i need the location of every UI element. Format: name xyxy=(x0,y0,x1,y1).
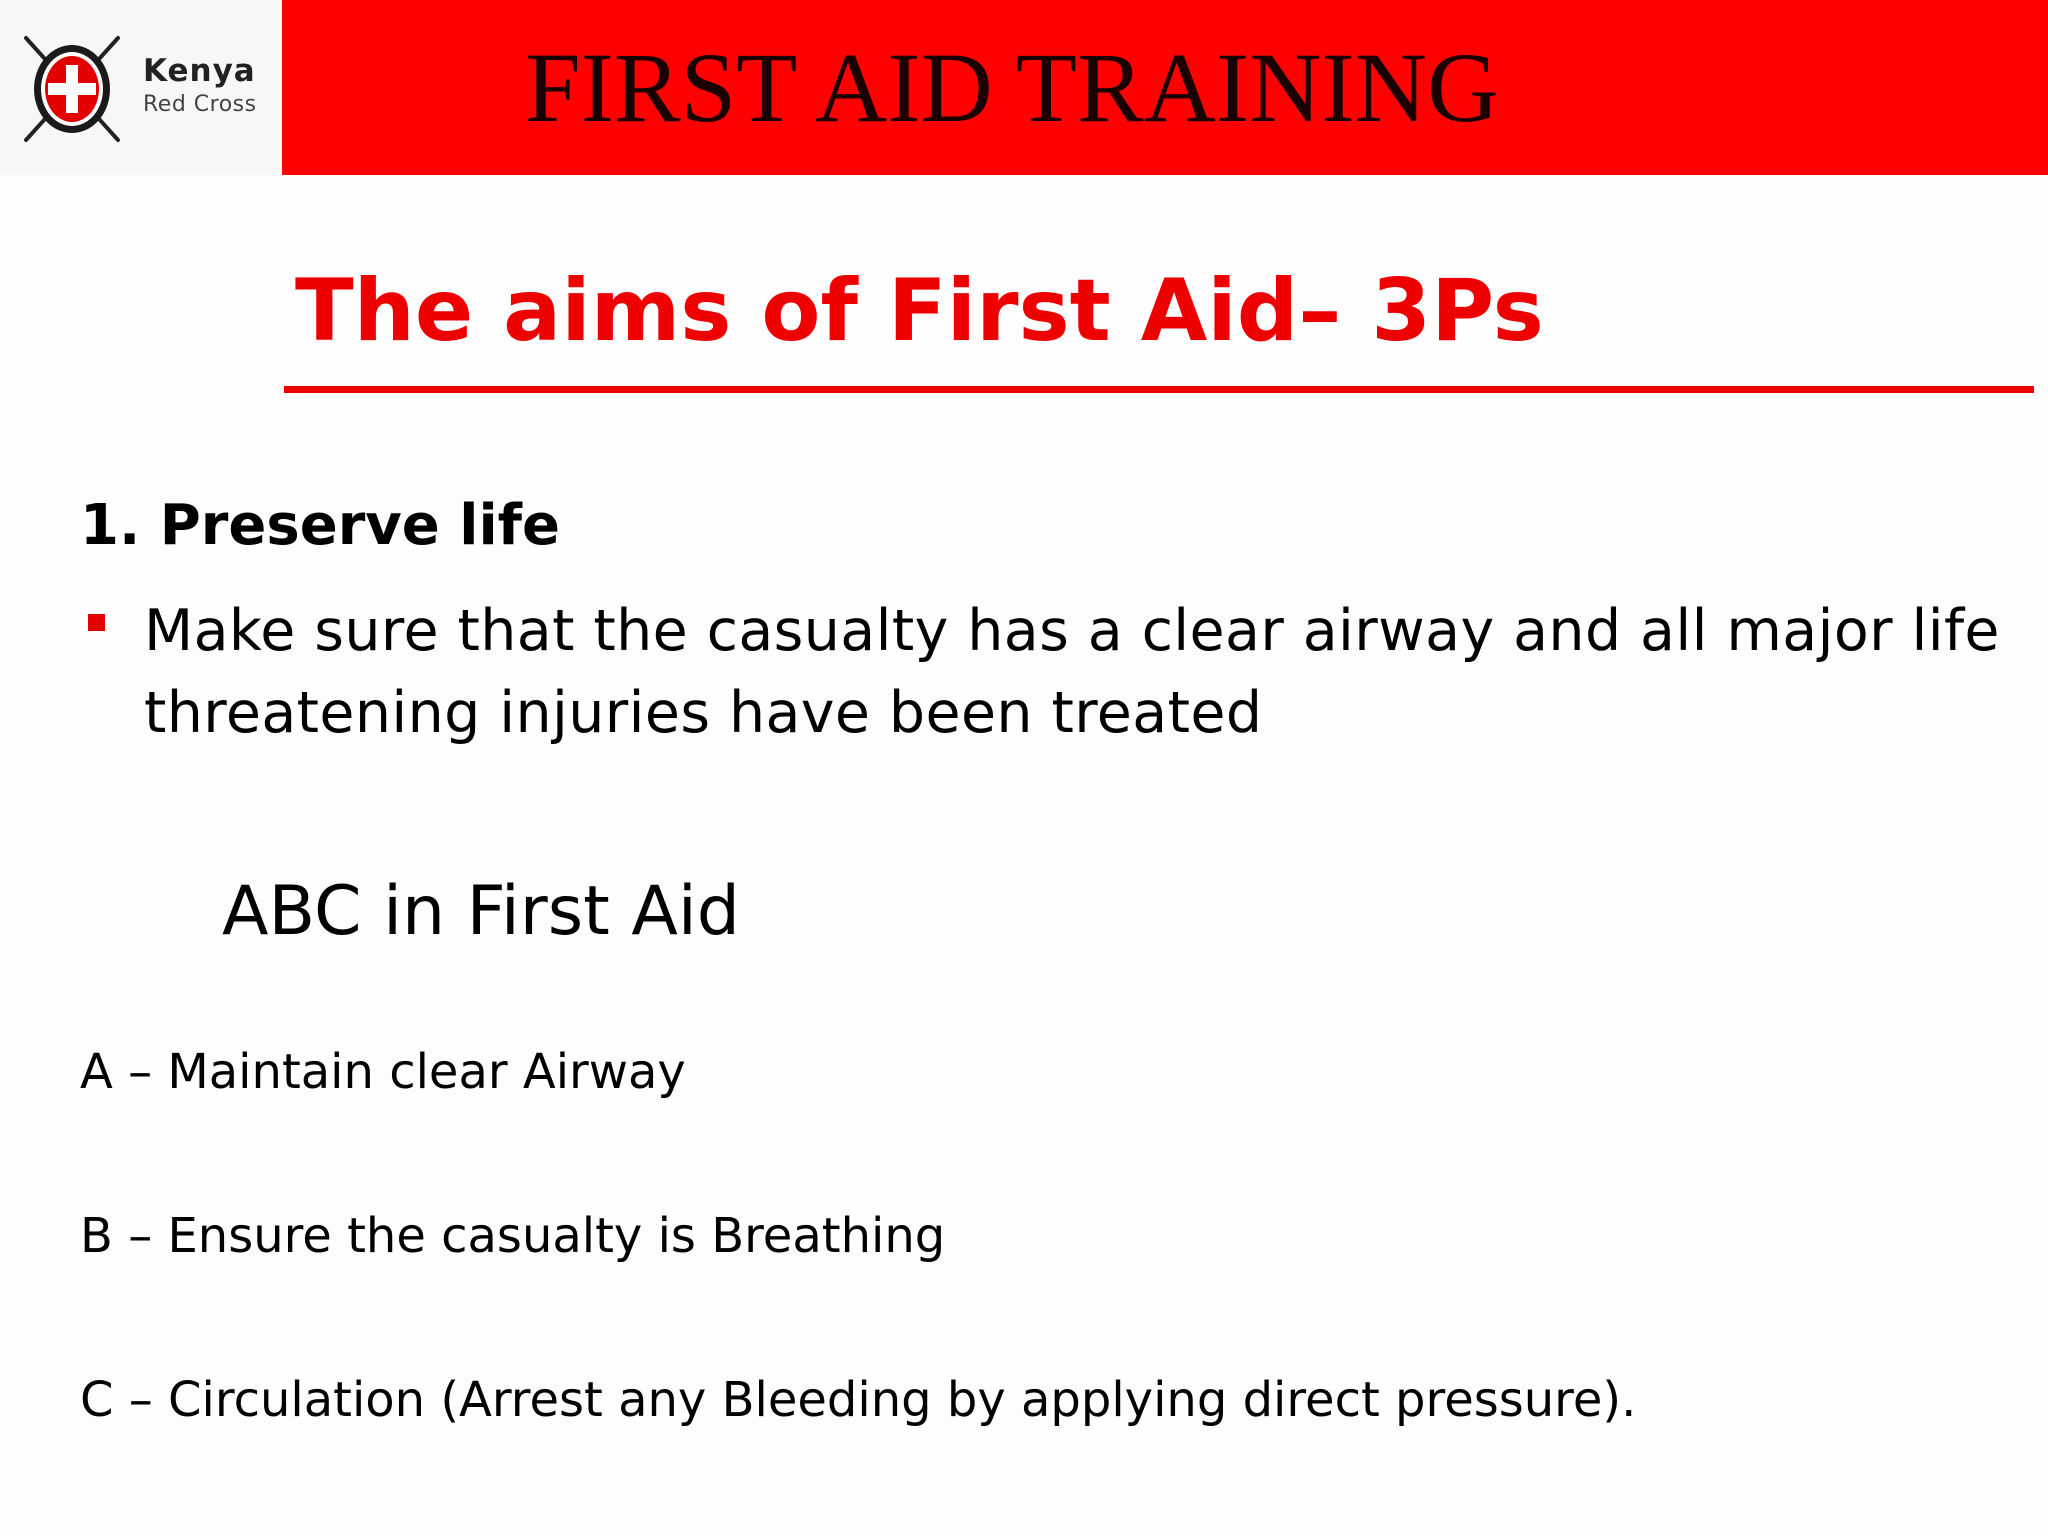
section-title: 1. Preserve life xyxy=(80,493,561,558)
abc-item-b: B – Ensure the casualty is Breathing xyxy=(80,1208,946,1264)
logo-line-2: Red Cross xyxy=(143,92,257,117)
logo-line-1: Kenya xyxy=(143,53,256,89)
abc-item-a: A – Maintain clear Airway xyxy=(80,1044,686,1100)
bullet-square-icon xyxy=(88,614,105,631)
logo-text xyxy=(143,53,257,117)
slide-heading: The aims of First Aid– 3Ps xyxy=(295,261,1544,361)
red-cross-shield-icon xyxy=(20,32,124,146)
bullet-text: Make sure that the casualty has a clear airway and all major life threatening injuries have been treated xyxy=(144,598,2000,746)
abc-item-c: C – Circulation (Arrest any Bleeding by applying direct pressure). xyxy=(80,1372,1637,1428)
logo xyxy=(0,0,282,175)
heading-underline xyxy=(284,386,2034,393)
title-bar xyxy=(282,0,2048,175)
slide-banner-title: FIRST AID TRAINING xyxy=(525,32,1500,143)
abc-subheading: ABC in First Aid xyxy=(222,872,740,951)
